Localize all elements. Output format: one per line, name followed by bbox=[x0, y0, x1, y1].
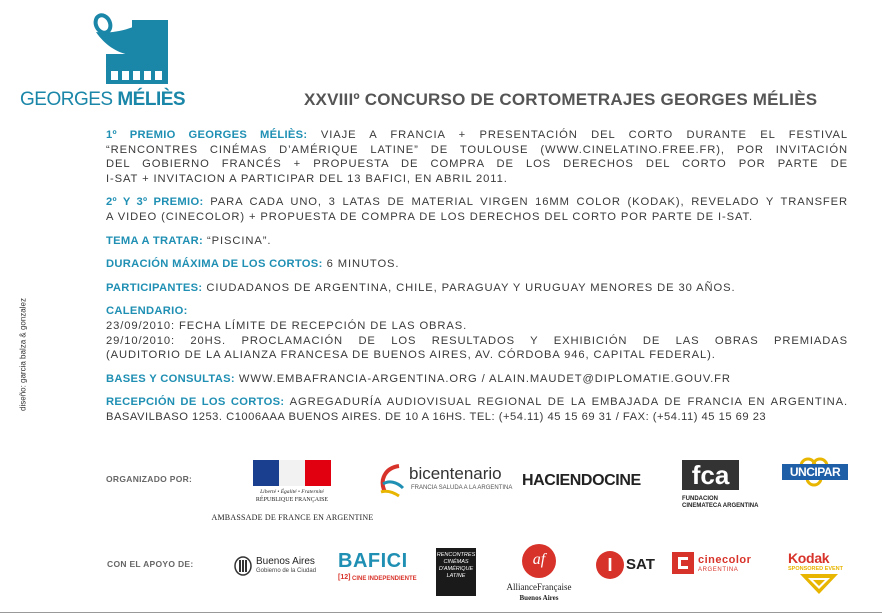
fca-sub-1: FUNDACION bbox=[682, 496, 718, 502]
bafici-num: 12 bbox=[340, 574, 349, 581]
buenos-aires-emblem-icon bbox=[234, 556, 252, 576]
supporters-label: CON EL APOYO DE: bbox=[107, 559, 194, 569]
calendar-line-1: 23/09/2010: FECHA LÍMITE DE RECEPCIÓN DE LAS OBRAS. bbox=[106, 319, 468, 332]
first-prize-line-1: VIAJE A FRANCIA + PRESENTACIÓN DEL CORTO DURANTE EL FESTIVAL bbox=[320, 129, 848, 141]
calendar-line-3: (AUDITORIO DE LA ALIANZA FRANCESA DE BUENOS AIRES, AV. CÓRDOBA 946, CAPITAL FEDERAL). bbox=[106, 349, 716, 362]
cinecolor-text: cinecolor bbox=[698, 554, 752, 566]
isat-logo bbox=[596, 551, 660, 581]
bicentenario-emblem-icon bbox=[377, 462, 407, 498]
bafici-sub: CINE INDEPENDIENTE bbox=[352, 576, 417, 582]
kodak-logo bbox=[788, 550, 850, 594]
haciendo-cine-logo bbox=[522, 472, 641, 490]
second-third-prize bbox=[106, 195, 848, 224]
kodak-sub: SPONSORED EVENT bbox=[788, 566, 844, 572]
alliance-francaise-logo bbox=[500, 544, 578, 608]
first-prize-line-3: DEL GOBIERNO FRANCÉS + PROPUESTA DE COMPRA DE LOS DERECHOS DEL CORTO POR PARTE DE bbox=[106, 158, 848, 171]
second-prize-label: 2º Y 3º PREMIO: bbox=[106, 196, 204, 209]
duration-value: 6 MINUTOS. bbox=[326, 258, 400, 271]
embassy-name: AMBASSADE DE FRANCE EN ARGENTINE bbox=[211, 513, 374, 522]
fca-mark: fca bbox=[682, 460, 739, 490]
second-prize-line-2: A VIDEO (CINECOLOR) + PROPUESTA DE COMPRA DE LOS DERECHOS DEL CORTO POR PARTE DE I-SAT. bbox=[106, 210, 754, 223]
logo-name-2: MÉLIÈS bbox=[117, 89, 186, 110]
participants-label: PARTICIPANTES: bbox=[106, 281, 203, 294]
logo-wordmark bbox=[20, 89, 185, 111]
first-prize-line-4: I-SAT + INVITACION A PARTICIPAR DEL 13 BAFICI, EN ABRIL 2011. bbox=[106, 172, 508, 185]
calendar bbox=[106, 304, 848, 362]
georges-melies-logo-mark bbox=[88, 10, 172, 90]
duration-label: DURACIÓN MÁXIMA DE LOS CORTOS: bbox=[106, 258, 323, 271]
uncipar-logo bbox=[782, 454, 848, 490]
alliance-text-1: AllianceFrançaise bbox=[506, 582, 572, 592]
buenos-aires-logo bbox=[234, 554, 324, 578]
theme-value: “PISCINA”. bbox=[207, 234, 272, 247]
cinecolor-emblem-icon bbox=[672, 552, 694, 574]
design-credit: diseño: garcia balza & gonzalez bbox=[18, 298, 28, 411]
contest-details bbox=[106, 128, 848, 434]
bases-value: WWW.EMBAFRANCIA-ARGENTINA.ORG / ALAIN.MAUDET@DIPLOMATIE.GOUV.FR bbox=[238, 372, 731, 385]
cine-text: CINE bbox=[604, 472, 641, 489]
fca-sub-2: CINEMATECA ARGENTINA bbox=[682, 503, 759, 509]
cinecolor-sub: ARGENTINA bbox=[698, 567, 739, 573]
first-prize bbox=[106, 128, 848, 186]
reception-label: RECEPCIÓN DE LOS CORTOS: bbox=[106, 396, 285, 409]
calendar-line-2: 29/10/2010: 20HS. PROCLAMACIÓN DE LOS RESULTADOS Y EXHIBICIÓN DE LAS OBRAS PREMIADAS bbox=[106, 334, 848, 347]
rencontres-logo: RENCONTRES CINÉMAS D'AMÉRIQUE LATINE bbox=[436, 548, 476, 596]
ba-text-2: Gobierno de la Ciudad bbox=[256, 568, 317, 574]
duration bbox=[106, 257, 848, 272]
isat-i: I bbox=[596, 551, 624, 579]
participants-value: CIUDADANOS DE ARGENTINA, CHILE, PARAGUAY Y URUGUAY MENORES DE 30 AÑOS. bbox=[206, 281, 736, 294]
uncipar-text: UNCIPAR bbox=[782, 464, 848, 480]
haciendo-text: HACIENDO bbox=[522, 472, 605, 489]
bases-label: BASES Y CONSULTAS: bbox=[106, 372, 235, 385]
france-embassy-logo bbox=[200, 460, 385, 524]
bafici-number: [12] bbox=[338, 574, 351, 581]
organizers-label: ORGANIZADO POR: bbox=[106, 474, 193, 484]
kodak-chevron-icon bbox=[800, 574, 838, 594]
bases bbox=[106, 372, 848, 387]
france-name: RÉPUBLIQUE FRANÇAISE bbox=[255, 497, 329, 503]
cinecolor-logo bbox=[672, 552, 774, 578]
calendar-label: CALENDARIO: bbox=[106, 305, 188, 318]
ba-text-1: Buenos Aires bbox=[256, 556, 315, 567]
bicentenario-sub: FRANCIA SALUDA A LA ARGENTINA bbox=[411, 485, 513, 491]
alliance-text-2: Buenos Aires bbox=[519, 594, 559, 602]
first-prize-line-2: “RENCONTRES CINÉMAS D’AMÉRIQUE LATINE” DE TOULOUSE (WWW.CINELATINO.FREE.FR), POR INVITACIÓN bbox=[106, 143, 848, 156]
kodak-text: Kodak bbox=[788, 550, 830, 566]
bafici-logo bbox=[338, 550, 418, 586]
france-motto: Liberté • Égalité • Fraternité bbox=[260, 489, 324, 495]
page-title: XXVIIIº CONCURSO DE CORTOMETRAJES GEORGES MÉLIÈS bbox=[304, 90, 818, 109]
bafici-text: BAFICI bbox=[338, 550, 408, 572]
first-prize-label: 1º PREMIO GEORGES MÉLIÈS: bbox=[106, 129, 308, 141]
theme bbox=[106, 234, 848, 249]
participants bbox=[106, 281, 848, 296]
bottom-divider bbox=[0, 612, 882, 613]
theme-label: TEMA A TRATAR: bbox=[106, 234, 203, 247]
fca-logo bbox=[682, 460, 782, 514]
logo-name-1: GEORGES bbox=[20, 89, 113, 110]
isat-text: SAT bbox=[626, 556, 655, 573]
bicentenario-logo bbox=[377, 460, 513, 500]
alliance-mark: af bbox=[522, 544, 556, 578]
reception bbox=[106, 395, 848, 424]
french-flag-icon bbox=[253, 460, 331, 486]
bicentenario-text: bicentenario bbox=[409, 464, 502, 483]
reception-line-1: AGREGADURÍA AUDIOVISUAL REGIONAL DE LA EMBAJADA DE FRANCIA EN ARGENTINA. bbox=[289, 396, 849, 409]
reception-line-2: BASAVILBASO 1253. C1006AAA BUENOS AIRES. DE 10 A 16HS. TEL: (+54.11) 45 15 69 31 / FAX: (+54.11) 45 15 69 23 bbox=[106, 410, 767, 423]
second-prize-line-1: PARA CADA UNO, 3 LATAS DE MATERIAL VIRGEN 16MM COLOR (KODAK), REVELADO Y TRANSFER bbox=[210, 196, 849, 209]
